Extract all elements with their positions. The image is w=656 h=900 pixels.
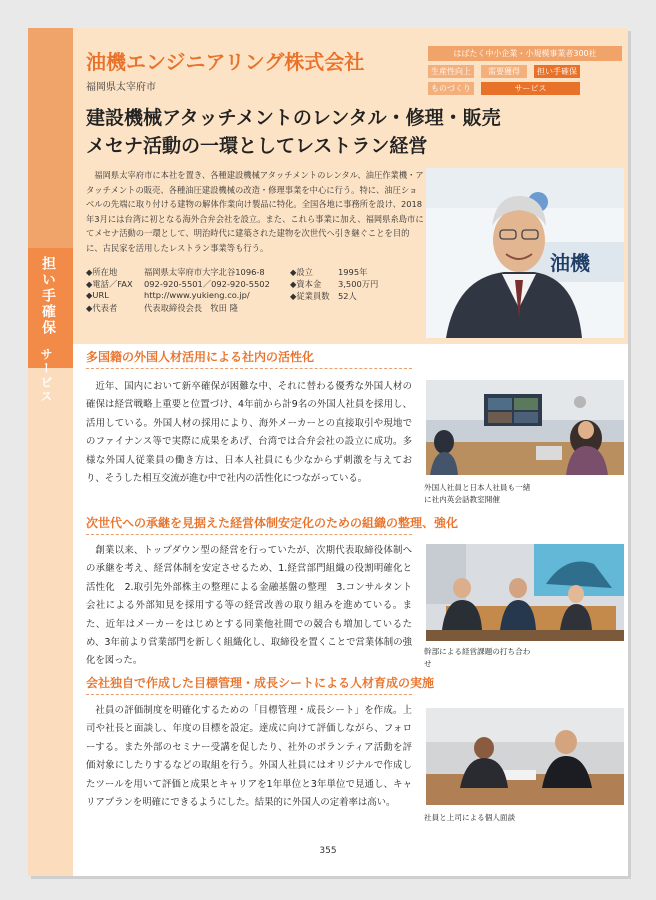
page xyxy=(28,28,628,876)
tag-item: 需要獲得 xyxy=(481,65,527,78)
side-tab-lower xyxy=(28,344,73,876)
section-divider-3 xyxy=(86,694,412,696)
section-title-2: 次世代への承継を見据えた経営体制安定化のための組織の整理、強化 xyxy=(86,516,459,530)
portrait-photo xyxy=(426,168,624,338)
info-address-value: 福岡県太宰府市大字北谷1096-8 xyxy=(144,267,265,277)
section-title-1: 多国籍の外国人材活用による社内の活性化 xyxy=(86,350,315,364)
tag-item: 生産性向上 xyxy=(428,65,474,78)
photo-personal-interview xyxy=(426,708,624,805)
photo-english-class xyxy=(426,380,624,475)
info-tel: ◆電話／FAX xyxy=(86,279,133,289)
side-sub-label: サービス xyxy=(39,348,53,404)
info-established-value: 1995年 xyxy=(338,267,368,277)
info-established: ◆設立 xyxy=(290,267,313,277)
caption-2: 幹部による経営課題の打ち合わせ xyxy=(424,647,531,668)
section-body-1: 近年、国内において新卒確保が困難な中、それに替わる優秀な外国人材の確保は経営戦略上重要と位置づけ、4年前から計9名の外国人社員を採用し、活用している。外国人材の採用により、海外メーカーとの直接取引や現地でのファイナンス等で実際に成果をあげ、台湾では合弁会社の設立に成功。多様な外国人従業員の働き方は、日本人社員にも少なからず刺激を与えており、そうした相互交流が進む中で社内の活性化につながっている。 xyxy=(86,381,412,485)
meeting-photo-image xyxy=(426,544,624,641)
side-category-label: 担い手確保 xyxy=(40,256,56,336)
info-rep-value: 代表取締役会長 牧田 隆 xyxy=(144,303,238,313)
portrait-image xyxy=(426,168,624,338)
info-tel-value: 092-920-5501／092-920-5502 xyxy=(144,279,270,289)
interview-photo-image xyxy=(426,708,624,805)
info-employees: ◆従業員数 xyxy=(290,291,330,301)
tag-box-title: はばたく中小企業・小規模事業者300社 xyxy=(428,46,622,61)
info-capital: ◆資本金 xyxy=(290,279,322,289)
headline xyxy=(86,104,501,160)
section-body-3: 社員の評価制度を明確化するための「目標管理・成長シート」を作成。上司や社長と面談し、年度の目標を設定。達成に向けて評価しながら、フォローする。また外部のセミナー受講を促したり、社外のボランティア活動を評価対象にしたりするなどの取組を行う。外国人社員にはオリジナルで作成したツールを用いて評価と成果とキャリアを1年単位と3年単位で見通し、キャリアプランを明確にできるようにした。結果的に外国人の定着率は高い。 xyxy=(86,705,412,809)
company-location: 福岡県太宰府市 xyxy=(86,82,156,93)
info-capital-value: 3,500万円 xyxy=(338,279,379,289)
caption-3: 社員と上司による個人面談 xyxy=(424,813,516,822)
category-tags xyxy=(428,46,622,112)
tag-item: ものづくり xyxy=(428,82,474,95)
meeting-photo-image xyxy=(426,380,624,475)
info-employees-value: 52人 xyxy=(338,291,357,301)
tag-item: サービス xyxy=(481,82,580,95)
caption-1: 外国人社員と日本人社員も一緒に社内英会話教室開催 xyxy=(424,483,531,504)
headline-line-2: メセナ活動の一環としてレストラン経営 xyxy=(86,135,428,157)
section-divider-1 xyxy=(86,368,412,370)
svg-text:油機: 油機 xyxy=(550,251,590,275)
section-body-2: 創業以来、トップダウン型の経営を行っていたが、次期代表取締役体制への承継を考え、経営体制を安定させるため、1.経営部門組織の役割明確化と活性化 2.取引先外部株主の整理による金融基盤の整理 3.コンサルタント会社による外部知見を採用する等の経営改善の取り組みを進めている。また、近年はメーカーをはじめとする同業他社間での競合も増加しているため、3年前より営業部門を新しく組織化し、取締役を置くことで営業体制の強化を図った。 xyxy=(86,545,412,667)
photo-executive-meeting xyxy=(426,544,624,641)
info-url-value[interactable]: http://www.yukieng.co.jp/ xyxy=(144,290,250,300)
info-url: ◆URL xyxy=(86,290,109,300)
tag-item: 担い手確保 xyxy=(534,65,580,78)
intro-text: 福岡県太宰府市に本社を置き、各種建設機械アタッチメントのレンタル、油圧作業機・アタッチメントの販売、各種油圧建設機械の改造・修理事業を中心に行う。特に、油圧ショベルの先端に取り付ける建物の解体作業向け製品に特化。全国各地に事務所を設け、2018年3月には台湾に初となる海外合弁会社を設立。また、これら事業に加え、福岡県糸島市にてメセナ活動の一環として、明治時代に建築された建物を次世代へ引き継ぐことを目的に、古民家を活用したレストラン事業等も行う。 xyxy=(86,170,424,253)
info-rep: ◆代表者 xyxy=(86,303,118,313)
section-divider-2 xyxy=(86,534,412,536)
info-address xyxy=(86,266,117,278)
info-label: ◆所在地 xyxy=(86,267,118,277)
section-title-3: 会社独自で作成した目標管理・成長シートによる人材育成の実施 xyxy=(86,676,435,690)
page-number: 355 xyxy=(319,846,337,856)
headline-line-1: 建設機械アタッチメントのレンタル・修理・販売 xyxy=(86,107,501,129)
company-name: 油機エンジニアリング株式会社 xyxy=(86,50,365,74)
